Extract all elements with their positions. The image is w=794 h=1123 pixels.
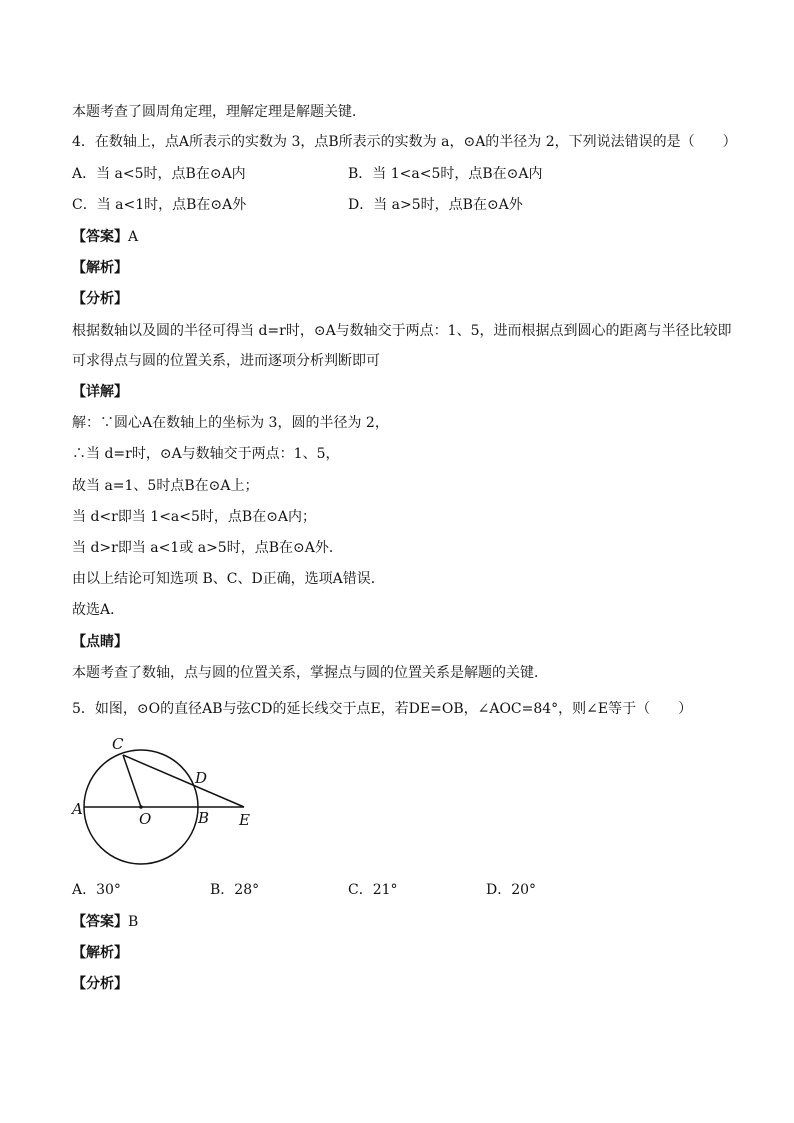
label-d: D <box>195 769 208 787</box>
answer-value: A <box>128 229 139 245</box>
q4-stem: 4．在数轴上，点A所表示的实数为 3，点B所表示的实数为 a，⊙A的半径为 2，下列说法错误的是（ ） <box>72 134 737 150</box>
q5-option-b: B．28° <box>210 882 260 898</box>
label-a: A <box>72 800 83 818</box>
q4-option-c: C．当 a<1时，点B在⊙A外 <box>72 197 247 213</box>
label-b: B <box>198 809 210 827</box>
q4-fenxi-line2: 可求得点与圆的位置关系，进而逐项分析判断即可 <box>72 353 380 369</box>
answer-tag: 【答案】 <box>72 914 128 930</box>
answer-tag: 【答案】 <box>72 229 128 245</box>
q5-option-c: C．21° <box>348 882 398 898</box>
label-o: O <box>139 810 152 828</box>
q4-dianjing-text: 本题考查了数轴，点与圆的位置关系，掌握点与圆的位置关系是解题的关键． <box>72 665 548 681</box>
q5-option-d: D．20° <box>486 882 537 898</box>
q4-jiexi-tag: 【解析】 <box>72 260 128 276</box>
q4-dianjing-tag: 【点睛】 <box>72 634 128 650</box>
segment-ce <box>123 755 244 807</box>
q4-option-a: A．当 a<5时，点B在⊙A内 <box>72 166 246 182</box>
q4-fenxi-line1: 根据数轴以及圆的半径可得当 d=r时，⊙A与数轴交于两点：1、5，进而根据点到圆心的距离与半径比较即 <box>72 323 732 339</box>
q4-xiangjie-tag: 【详解】 <box>72 384 128 400</box>
q4-solution-line: 故选A． <box>72 602 125 618</box>
segment-oc <box>123 755 141 807</box>
answer-value: B <box>128 914 139 930</box>
q5-fenxi-tag: 【分析】 <box>72 976 128 992</box>
q4-solution-line: ∴当 d=r时，⊙A与数轴交于两点：1、5， <box>72 446 340 462</box>
q4-solution-line: 当 d<r即当 1<a<5时，点B在⊙A内； <box>72 509 317 525</box>
center-point-o <box>139 805 143 809</box>
label-e: E <box>239 811 250 829</box>
q4-fenxi-tag: 【分析】 <box>72 291 128 307</box>
q4-option-d: D．当 a>5时，点B在⊙A外 <box>348 197 523 213</box>
q4-solution-line: 由以上结论可知选项 B、C、D正确，选项A错误． <box>72 571 385 587</box>
q4-solution-line: 故当 a=1、5时点B在⊙A上； <box>72 478 259 494</box>
q3-conclusion: 本题考查了圆周角定理，理解定理是解题关键． <box>72 104 366 120</box>
q4-solution-line: 当 d>r即当 a<1或 a>5时，点B在⊙A外． <box>72 540 343 556</box>
q5-geometry-figure <box>60 728 270 876</box>
q5-stem: 5．如图，⊙O的直径AB与弦CD的延长线交于点E，若DE=OB，∠AOC=84°，则∠E等于（ ） <box>72 701 693 717</box>
q5-jiexi-tag: 【解析】 <box>72 945 128 961</box>
q4-answer <box>72 228 138 246</box>
label-c: C <box>112 735 124 753</box>
q5-option-a: A．30° <box>72 882 121 898</box>
q4-solution-line: 解：∵圆心A在数轴上的坐标为 3，圆的半径为 2， <box>72 415 389 431</box>
q4-option-b: B．当 1<a<5时，点B在⊙A内 <box>348 166 543 182</box>
q5-answer <box>72 913 138 931</box>
